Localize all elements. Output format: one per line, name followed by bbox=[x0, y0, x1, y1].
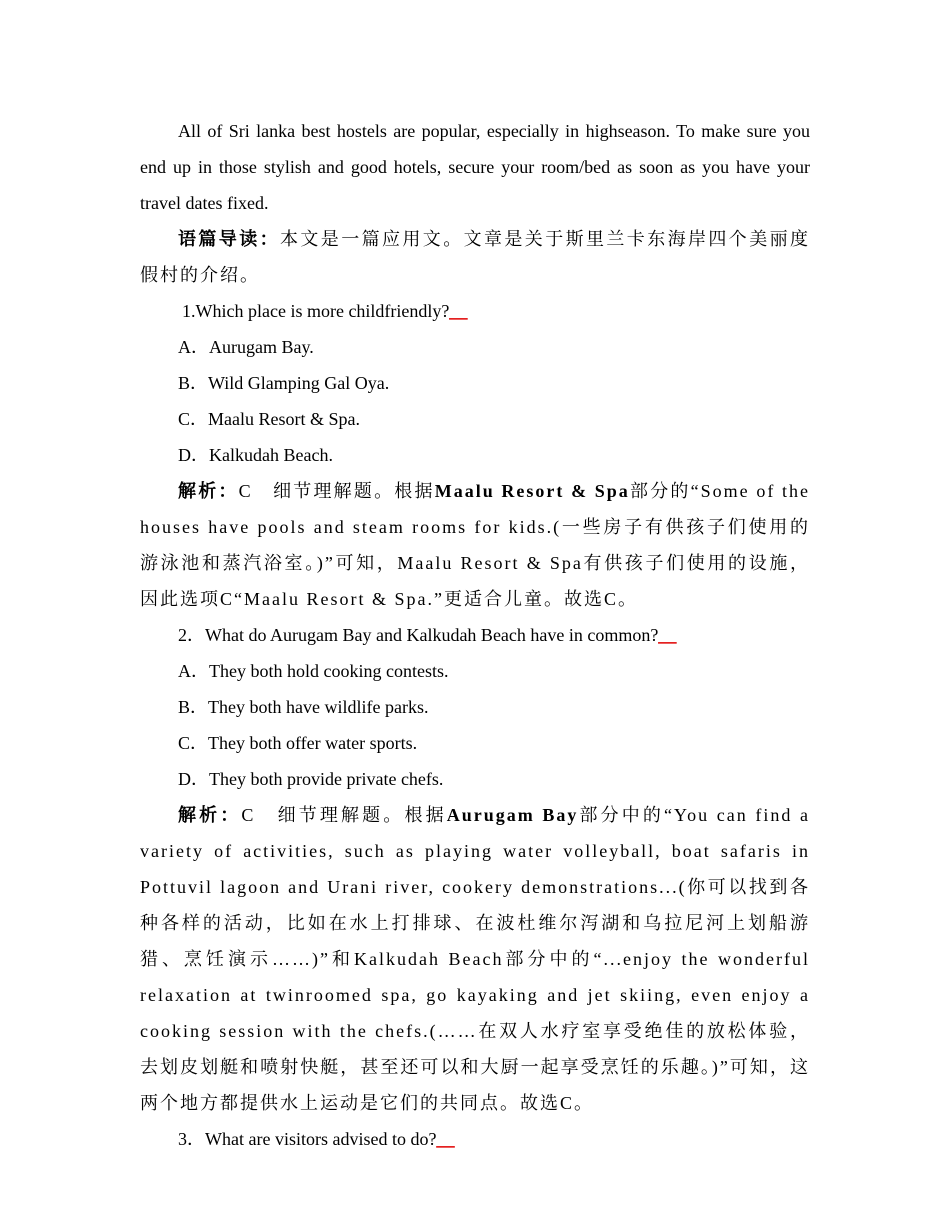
question-1-option-c: C．Maalu Resort & Spa. bbox=[178, 409, 360, 429]
question-1-stem: 1.Which place is more childfriendly?＿ bbox=[182, 301, 468, 321]
analysis-label: 解析： bbox=[178, 481, 239, 501]
intro-paragraph: All of Sri lanka best hostels are popular, especially in highseason. To make sure you end up in those stylish and good hotels, secure your room/bed as soon as you have your travel dates fixed. bbox=[140, 121, 810, 213]
question-1-option-d: D．Kalkudah Beach. bbox=[178, 445, 333, 465]
question-1-option-a: A．Aurugam Bay. bbox=[178, 337, 314, 357]
question-2-stem: 2．What do Aurugam Bay and Kalkudah Beach have in common?＿ bbox=[178, 625, 677, 645]
document-page bbox=[140, 113, 810, 1157]
analysis-bold-term: Aurugam Bay bbox=[446, 805, 579, 825]
question-3-stem: 3．What are visitors advised to do?＿ bbox=[178, 1129, 455, 1149]
analysis-bold-term: Maalu Resort & Spa bbox=[434, 481, 630, 501]
question-2-option-a: A．They both hold cooking contests. bbox=[178, 661, 449, 681]
guide-text: 本文是一篇应用文。文章是关于斯里兰卡东海岸四个美丽度假村的介绍。 bbox=[140, 229, 810, 285]
question-2-option-b: B．They both have wildlife parks. bbox=[178, 697, 429, 717]
guide-label: 语篇导读： bbox=[178, 229, 280, 249]
question-1-analysis: 解析：C 细节理解题。根据Maalu Resort & Spa部分的“Some of the houses have pools and steam rooms for kids.(一些房子有供孩子们使用的游泳池和蒸汽浴室。)”可知，Maalu Resort & Spa有供孩子们使用的设施，因此选项C“Maalu Resort & Spa.”更适合儿童。故选C。 bbox=[140, 481, 811, 609]
analysis-answer: C bbox=[238, 481, 253, 501]
answer-blank: ＿ bbox=[436, 1129, 455, 1149]
question-2-option-c: C．They both offer water sports. bbox=[178, 733, 418, 753]
analysis-answer: C bbox=[241, 805, 256, 825]
guide-paragraph bbox=[140, 221, 810, 293]
question-1-option-b: B．Wild Glamping Gal Oya. bbox=[178, 373, 390, 393]
question-2-analysis: 解析：C 细节理解题。根据Aurugam Bay部分中的“You can find a variety of activities, such as playing water volleyball, boat safaris in Pottuvil lagoon and Urani river, cookery demonstrations...(你可以找到各种各样的活动，比如在水上打排球、在波杜维尔泻湖和乌拉尼河上划船游猎、烹饪演示……)”和Kalkudah Beach部分中的“...enjoy the wonderful relaxation at twinroomed spa, go kayaking and jet skiing, even enjoy a cooking session with the chefs.(……在双人水疗室享受绝佳的放松体验，去划皮划艇和喷射快艇，甚至还可以和大厨一起享受烹饪的乐趣。)”可知，这两个地方都提供水上运动是它们的共同点。故选C。 bbox=[140, 805, 811, 1113]
question-2-option-d: D．They both provide private chefs. bbox=[178, 769, 444, 789]
analysis-label: 解析： bbox=[178, 805, 242, 825]
answer-blank: ＿ bbox=[658, 625, 677, 645]
answer-blank: ＿ bbox=[449, 301, 468, 321]
